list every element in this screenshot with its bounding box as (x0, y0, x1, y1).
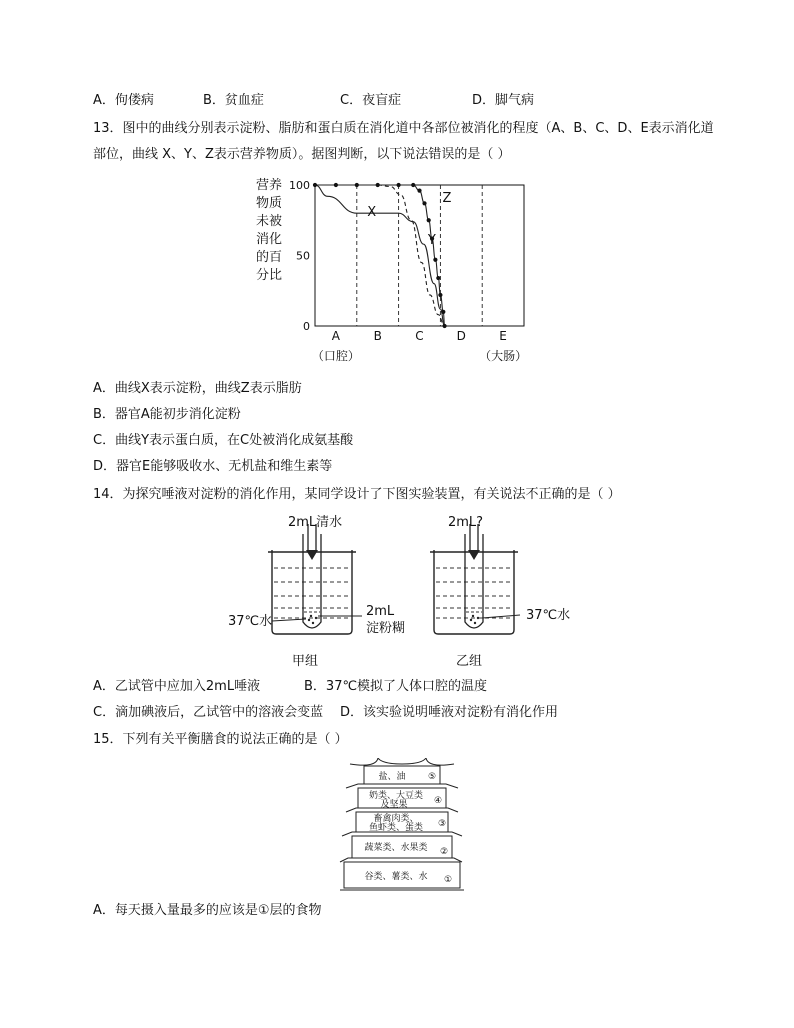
q15-stem: 15．下列有关平衡膳食的说法正确的是（ ） (93, 732, 348, 747)
tier2-text: 蔬菜类、水果类 (364, 843, 428, 853)
series-label-Z: Z (442, 190, 452, 206)
starch-label-line2: 淀粉糊 (366, 621, 406, 636)
chart-ylabel (256, 178, 282, 283)
x-tick-label: B (373, 329, 382, 343)
y-tick-label: 100 (289, 179, 310, 192)
series-line-Y (315, 185, 445, 326)
series-point-Z (422, 201, 426, 205)
y-tick-label: 50 (296, 249, 310, 263)
tier1-num: ① (444, 875, 453, 885)
tier1-text: 谷类、薯类、水 (364, 872, 428, 882)
series-point-Z (417, 189, 421, 193)
group-yi-label: 乙组 (456, 654, 483, 669)
q14-option-c: C．滴加碘液后，乙试管中的溶液会变蓝 (93, 705, 324, 720)
food-pagoda-diagram (336, 758, 466, 894)
q14-option-d: D．该实验说明唾液对淀粉有消化作用 (340, 705, 559, 720)
tier5-num: ⑤ (428, 772, 437, 782)
tier3-text-2: 鱼虾类、蛋类 (368, 823, 424, 833)
x-sublabel-mouth: （口腔） (311, 349, 360, 363)
left-top-label: 2mL清水 (288, 515, 343, 530)
ylabel-line: 未被 (255, 214, 283, 229)
ylabel-line: 分比 (255, 268, 283, 283)
series-label-X: X (367, 205, 377, 221)
chart-frame (315, 185, 524, 326)
q12-option-d: D．脚气病 (472, 93, 535, 108)
ylabel-line: 的百 (255, 250, 283, 265)
x-tick-label: E (499, 329, 507, 343)
tier4-text-1: 奶类、大豆类 (368, 791, 424, 801)
series-point-Z (355, 183, 359, 187)
series-point-Z (442, 324, 446, 328)
x-tick-label: C (415, 329, 424, 343)
digestion-chart (250, 172, 540, 372)
series-point-Z (441, 310, 445, 314)
tier2-num: ② (440, 847, 449, 857)
tier4-text-2: 及坚果 (380, 800, 408, 810)
q13-stem-line2: 部位，曲线 X、Y、Z表示营养物质）。据图判断，以下说法错误的是（ ） (93, 147, 511, 162)
series-point-Z (438, 293, 442, 297)
starch-label-line1: 2mL (366, 604, 395, 619)
q12-option-a: A．佝偻病 (93, 93, 154, 108)
series-point-Z (313, 183, 317, 187)
series-point-Z (334, 183, 338, 187)
q13-option-d: D．器官E能够吸收水、无机盐和维生素等 (93, 459, 333, 474)
x-tick-label: D (456, 329, 466, 343)
series-line-Z (315, 185, 445, 326)
q13-option-a: A．曲线X表示淀粉，曲线Z表示脂肪 (93, 381, 302, 396)
q14-option-b: B．37℃模拟了人体口腔的温度 (304, 679, 488, 694)
x-tick-label: A (331, 329, 341, 343)
series-point-Z (427, 218, 431, 222)
chart-yticks (289, 179, 310, 333)
ylabel-line: 消化 (255, 232, 283, 247)
tier4-num: ④ (434, 796, 443, 806)
series-line-X (315, 185, 445, 326)
ylabel-line: 营养 (255, 178, 283, 193)
y-tick-label: 0 (303, 320, 310, 333)
series-point-Z (397, 183, 401, 187)
series-point-Z (436, 276, 440, 280)
series-label-Y: Y (427, 233, 436, 249)
ylabel-line: 物质 (255, 196, 283, 211)
chart-series (313, 183, 447, 328)
group-jia-label: 甲组 (292, 654, 319, 669)
q14-option-a: A．乙试管中应加入2mL唾液 (93, 679, 261, 694)
right-top-label: 2mL? (448, 515, 484, 530)
x-sublabel-large-intestine: （大肠） (479, 349, 528, 363)
tier3-text-1: 畜禽肉类、 (373, 814, 419, 824)
left-beaker (268, 524, 356, 634)
series-point-Z (411, 183, 415, 187)
q13-option-c: C．曲线Y表示蛋白质，在C处被消化成氨基酸 (93, 433, 354, 448)
right-water-label: 37℃水 (526, 608, 571, 623)
q13-option-b: B．器官A能初步消化淀粉 (93, 407, 241, 422)
series-point-Z (433, 258, 437, 262)
q15-option-a: A．每天摄入量最多的应该是①层的食物 (93, 903, 322, 918)
saliva-experiment-diagram (220, 512, 600, 672)
q12-option-c: C．夜盲症 (340, 93, 402, 108)
q13-stem-line1: 13．图中的曲线分别表示淀粉、脂肪和蛋白质在消化道中各部位被消化的程度（A、B、C、D、E表示消化道 (93, 121, 714, 136)
q14-stem: 14．为探究唾液对淀粉的消化作用，某同学设计了下图实验装置，有关说法不正确的是（ ） (93, 487, 621, 502)
series-point-Z (376, 183, 380, 187)
left-water-label: 37℃水 (228, 614, 273, 629)
q12-option-b: B．贫血症 (203, 93, 264, 108)
right-beaker (430, 524, 518, 634)
tier5-text: 盐、油 (378, 772, 406, 782)
tier3-num: ③ (438, 819, 447, 829)
chart-xlabels (312, 329, 527, 363)
